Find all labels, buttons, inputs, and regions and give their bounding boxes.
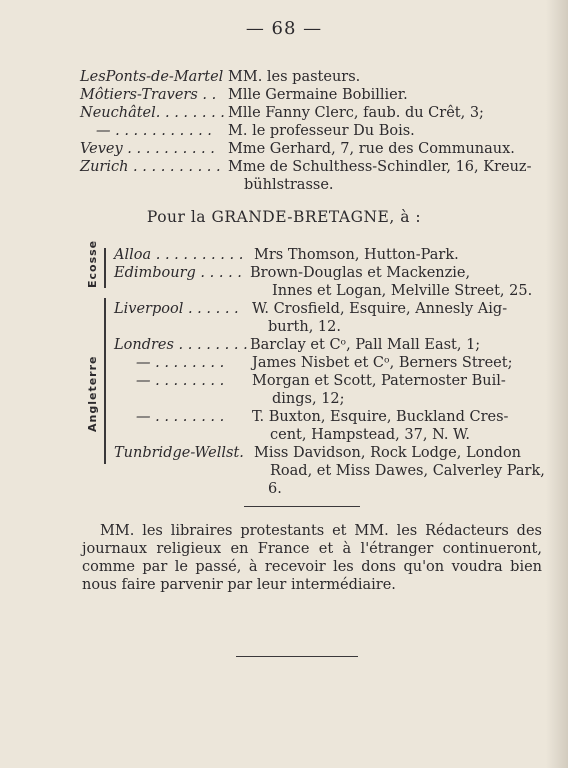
gb-place-8: Tunbridge-Wellst.	[114, 445, 244, 461]
swiss-person-1: MM. les pasteurs.	[228, 69, 361, 85]
page-number: — 68 —	[245, 18, 323, 39]
ecosse-brace	[104, 248, 106, 288]
swiss-person-6: Mme de Schulthess-Schindler, 16, Kreuz-	[228, 159, 532, 175]
swiss-place-3: Neuchâtel. . . . . . . .	[80, 105, 225, 121]
swiss-place-1: LesPonts-de-Martel	[80, 69, 224, 85]
gb-person-8: Miss Davidson, Rock Lodge, London	[254, 445, 522, 461]
swiss-person-6-cont: bühlstrasse.	[244, 177, 334, 193]
gb-place-7: — . . . . . . . .	[136, 409, 225, 425]
swiss-place-2: Môtiers-Travers . .	[80, 87, 217, 103]
ecosse-label: Ecosse	[86, 239, 99, 288]
gb-person-5: James Nisbet et Cᵒ, Berners Street;	[252, 355, 513, 371]
gb-place-4: Londres . . . . . . . .	[114, 337, 248, 353]
gb-place-2: Edimbourg . . . . .	[114, 265, 242, 281]
swiss-place-4: — . . . . . . . . . . .	[96, 123, 212, 139]
swiss-place-6: Zurich . . . . . . . . . .	[80, 159, 221, 175]
swiss-person-2: Mlle Germaine Bobillier.	[228, 87, 408, 103]
gb-person-6-cont: dings, 12;	[272, 391, 345, 407]
gb-person-2: Brown-Douglas et Mackenzie,	[250, 265, 471, 281]
gb-place-1: Alloa . . . . . . . . . .	[114, 247, 244, 263]
swiss-place-5: Vevey . . . . . . . . . .	[80, 141, 215, 157]
gb-place-3: Liverpool . . . . . .	[114, 301, 239, 317]
gb-place-5: — . . . . . . . .	[136, 355, 225, 371]
gb-place-6: — . . . . . . . .	[136, 373, 225, 389]
section-heading: Pour la GRANDE-BRETAGNE, à :	[146, 208, 422, 226]
separator-rule-2	[236, 656, 358, 657]
swiss-person-3: Mlle Fanny Clerc, faub. du Crêt, 3;	[228, 105, 484, 121]
page-edge-shadow	[546, 0, 568, 768]
gb-person-7-cont: cent, Hampstead, 37, N. W.	[270, 427, 471, 443]
gb-person-4: Barclay et Cᵒ, Pall Mall East, 1;	[250, 337, 481, 353]
closing-paragraph: MM. les libraires protestants et MM. les Rédacteurs des journaux religieux en France et à l'étranger continueront, comme par le passé, à recevoir les dons qu'on voudra bien nous faire parvenir par leur intermédiaire.	[82, 523, 542, 593]
gb-person-1: Mrs Thomson, Hutton-Park.	[254, 247, 459, 263]
angleterre-brace	[104, 298, 106, 464]
gb-person-7: T. Buxton, Esquire, Buckland Cres-	[252, 409, 509, 425]
gb-person-6: Morgan et Scott, Paternoster Buil-	[252, 373, 506, 389]
angleterre-label: Angleterre	[86, 355, 99, 432]
gb-person-8-cont2: 6.	[268, 481, 282, 497]
separator-rule-1	[244, 506, 360, 507]
gb-person-3-cont: burth, 12.	[268, 319, 341, 335]
swiss-person-4: M. le professeur Du Bois.	[228, 123, 415, 139]
gb-person-3: W. Crosfield, Esquire, Annesly Aig-	[252, 301, 508, 317]
gb-person-8-cont: Road, et Miss Dawes, Calverley Park,	[270, 463, 545, 479]
swiss-person-5: Mme Gerhard, 7, rue des Communaux.	[228, 141, 515, 157]
gb-person-2-cont: Innes et Logan, Melville Street, 25.	[272, 283, 533, 299]
